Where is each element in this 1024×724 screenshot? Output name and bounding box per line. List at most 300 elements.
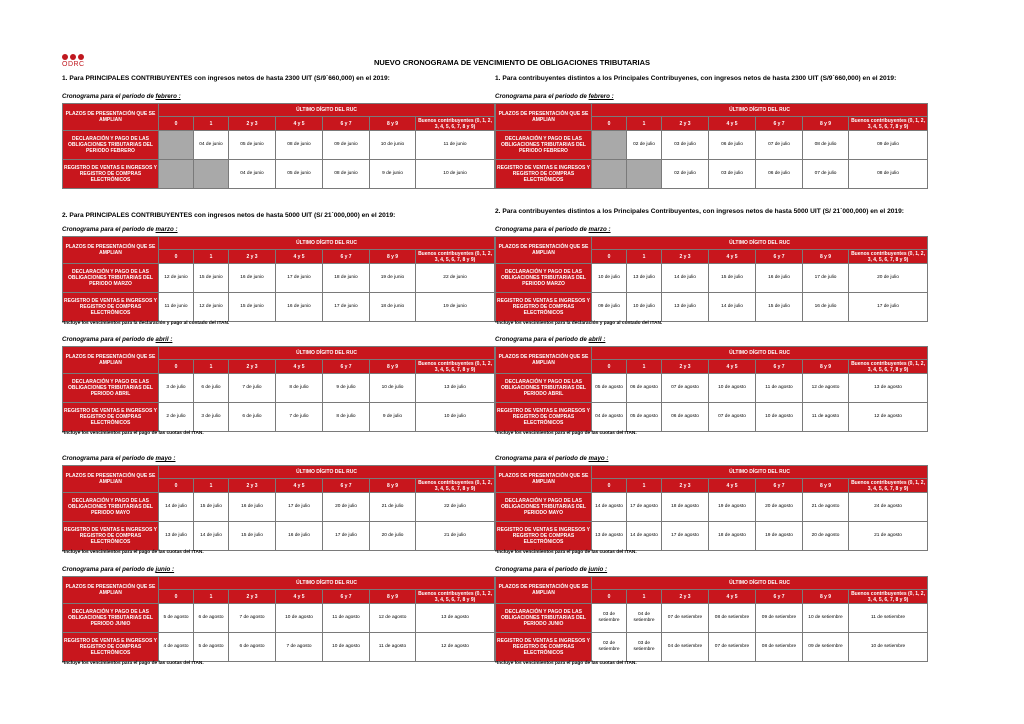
- cell-date: 21 de agosto: [849, 522, 928, 551]
- header-plazos: PLAZOS DE PRESENTACIÓN QUE SE AMPLIAN: [496, 577, 592, 604]
- cell-date: 03 de julio: [662, 131, 709, 160]
- schedule-table-abr-l: [62, 346, 495, 432]
- cell-date: 18 de agosto: [709, 522, 756, 551]
- cell-date: 11 de agosto: [370, 633, 416, 662]
- cell-date: 05 de agosto: [592, 374, 627, 403]
- header-col-6-7: 6 y 7: [323, 250, 370, 264]
- cell-date: 11 de agosto: [323, 604, 370, 633]
- row-label-declaracion: DECLARACIÓN Y PAGO DE LAS OBLIGACIONES TRIBUTARIAS DEL PERIODO FEBRERO: [496, 131, 592, 160]
- cell-date: 10 de agosto: [276, 604, 323, 633]
- row-label-registro: REGISTRO DE VENTAS E INGRESOS Y REGISTRO DE COMPRAS ELECTRÓNICOS: [496, 403, 592, 432]
- cell-date: 12 de agosto: [370, 604, 416, 633]
- cell-date: 2 de julio: [159, 403, 194, 432]
- row-label-declaracion: DECLARACIÓN Y PAGO DE LAS OBLIGACIONES TRIBUTARIAS DEL PERIODO MARZO: [496, 264, 592, 293]
- cell-date: 02 de julio: [662, 160, 709, 189]
- header-col-1: 1: [194, 250, 229, 264]
- cell-date: 19 de junio: [370, 264, 416, 293]
- cell-date: 16 de julio: [803, 293, 849, 322]
- cell-date: 10 de agosto: [709, 374, 756, 403]
- header-col-6-7: 6 y 7: [323, 360, 370, 374]
- table-note: *Incluye los vencimientos para la declaración y pago al contado del ITAN.: [62, 321, 230, 326]
- cell-date: 03 de julio: [709, 160, 756, 189]
- header-col-0: 0: [159, 117, 194, 131]
- header-col-4-5: 4 y 5: [709, 117, 756, 131]
- header-col-1: 1: [627, 360, 662, 374]
- header-col-2-3: 2 y 3: [229, 250, 276, 264]
- header-col-buenos: Buenos contribuyentes (0, 1, 2, 3, 4, 5, 6, 7, 8 y 9): [416, 479, 495, 493]
- header-col-4-5: 4 y 5: [709, 250, 756, 264]
- period-label: [62, 226, 178, 233]
- cell-date: 12 de junio: [159, 264, 194, 293]
- cell-date: 10 de junio: [416, 160, 495, 189]
- header-col-8-9: 8 y 9: [803, 590, 849, 604]
- row-label-declaracion: DECLARACIÓN Y PAGO DE LAS OBLIGACIONES TRIBUTARIAS DEL PERIODO ABRIL: [63, 374, 159, 403]
- cell-date: 03 de setiembre: [627, 633, 662, 662]
- cell-date: 7 de julio: [229, 374, 276, 403]
- cell-date: 09 de julio: [849, 131, 928, 160]
- cell-date: 17 de julio: [849, 293, 928, 322]
- cell-date: 09 de setiembre: [756, 604, 803, 633]
- header-ultimo-digito: ÚLTIMO DÍGITO DEL RUC: [159, 237, 495, 250]
- header-plazos: PLAZOS DE PRESENTACIÓN QUE SE AMPLIAN: [496, 237, 592, 264]
- header-col-4-5: 4 y 5: [709, 360, 756, 374]
- period-month: mayo :: [155, 455, 176, 462]
- table-note: *Incluye los vencimientos para el pago de las cuotas del ITAN.: [495, 550, 637, 555]
- cell-date: 13 de julio: [159, 522, 194, 551]
- row-label-registro: REGISTRO DE VENTAS E INGRESOS Y REGISTRO DE COMPRAS ELECTRÓNICOS: [63, 633, 159, 662]
- header-col-0: 0: [159, 590, 194, 604]
- cell-date: 16 de junio: [229, 264, 276, 293]
- cell-date: 7 de julio: [276, 403, 323, 432]
- header-col-2-3: 2 y 3: [662, 590, 709, 604]
- header-plazos: PLAZOS DE PRESENTACIÓN QUE SE AMPLIAN: [496, 104, 592, 131]
- schedule-table-feb-l: [62, 103, 495, 189]
- cell-date: 14 de julio: [662, 264, 709, 293]
- cell-date: 22 de junio: [416, 264, 495, 293]
- header-col-buenos: Buenos contribuyentes (0, 1, 2, 3, 4, 5, 6, 7, 8 y 9): [849, 117, 928, 131]
- cell-date: 12 de agosto: [416, 633, 495, 662]
- header-ultimo-digito: ÚLTIMO DÍGITO DEL RUC: [159, 577, 495, 590]
- header-plazos: PLAZOS DE PRESENTACIÓN QUE SE AMPLIAN: [63, 237, 159, 264]
- header-col-buenos: Buenos contribuyentes (0, 1, 2, 3, 4, 5, 6, 7, 8 y 9): [416, 590, 495, 604]
- header-col-0: 0: [592, 479, 627, 493]
- cell-date: 09 de julio: [592, 293, 627, 322]
- section-1-left-heading: 1. Para PRINCIPALES CONTRIBUYENTES con ingresos netos de hasta 2300 UIT (S/9´660,000) en el 2019:: [62, 75, 390, 82]
- schedule-table-mar-l: [62, 236, 495, 322]
- period-prefix: Cronograma para el periodo de: [495, 455, 587, 462]
- cell-date: 06 de julio: [756, 160, 803, 189]
- cell-date: 06 de julio: [709, 131, 756, 160]
- row-label-registro: REGISTRO DE VENTAS E INGRESOS Y REGISTRO DE COMPRAS ELECTRÓNICOS: [63, 403, 159, 432]
- header-col-8-9: 8 y 9: [370, 360, 416, 374]
- header-col-2-3: 2 y 3: [229, 479, 276, 493]
- header-col-2-3: 2 y 3: [662, 360, 709, 374]
- cell-date: 20 de julio: [323, 493, 370, 522]
- period-month: mayo :: [588, 455, 609, 462]
- cell-date: 07 de setiembre: [709, 633, 756, 662]
- cell-blank: [159, 131, 194, 160]
- row-label-declaracion: DECLARACIÓN Y PAGO DE LAS OBLIGACIONES TRIBUTARIAS DEL PERIODO MAYO: [496, 493, 592, 522]
- cell-date: 04 de setiembre: [662, 633, 709, 662]
- header-plazos: PLAZOS DE PRESENTACIÓN QUE SE AMPLIAN: [63, 347, 159, 374]
- cell-date: 09 de junio: [323, 131, 370, 160]
- cell-date: 15 de julio: [709, 264, 756, 293]
- cell-date: 17 de julio: [323, 522, 370, 551]
- cell-date: 14 de julio: [709, 293, 756, 322]
- cell-date: 4 de agosto: [159, 633, 194, 662]
- cell-date: 10 de agosto: [756, 403, 803, 432]
- header-ultimo-digito: ÚLTIMO DÍGITO DEL RUC: [159, 104, 495, 117]
- cell-date: 9 de julio: [370, 403, 416, 432]
- cell-date: 11 de agosto: [756, 374, 803, 403]
- row-label-declaracion: DECLARACIÓN Y PAGO DE LAS OBLIGACIONES TRIBUTARIAS DEL PERIODO MAYO: [63, 493, 159, 522]
- cell-date: 16 de julio: [229, 493, 276, 522]
- section-2-right-heading: 2. Para contribuyentes distintos a los Principales Contribuyentes, con ingresos netos de hasta 5000 UIT (S/ 21´000,000) en el 2019:: [495, 208, 904, 215]
- cell-date: 21 de julio: [370, 493, 416, 522]
- header-col-2-3: 2 y 3: [662, 117, 709, 131]
- header-col-4-5: 4 y 5: [276, 590, 323, 604]
- row-label-declaracion: DECLARACIÓN Y PAGO DE LAS OBLIGACIONES TRIBUTARIAS DEL PERIODO JUNIO: [496, 604, 592, 633]
- header-col-1: 1: [194, 360, 229, 374]
- cell-date: 11 de junio: [159, 293, 194, 322]
- cell-date: 17 de agosto: [627, 493, 662, 522]
- header-col-4-5: 4 y 5: [276, 479, 323, 493]
- cell-date: 5 de agosto: [159, 604, 194, 633]
- table-note: *Incluye los vencimientos para el pago de las cuotas del ITAN.: [62, 431, 204, 436]
- cell-date: 6 de agosto: [229, 633, 276, 662]
- schedule-table-may-r: [495, 465, 928, 551]
- cell-date: 10 de setiembre: [803, 604, 849, 633]
- cell-date: 8 de julio: [323, 403, 370, 432]
- cell-date: 10 de junio: [370, 131, 416, 160]
- section-1-right-heading: 1. Para contribuyentes distintos a los Principales Contribuyenes, con ingresos netos de hasta 2300 UIT (S/9´660,000) en el 2019:: [495, 75, 897, 82]
- row-label-registro: REGISTRO DE VENTAS E INGRESOS Y REGISTRO DE COMPRAS ELECTRÓNICOS: [496, 293, 592, 322]
- cell-date: 20 de julio: [849, 264, 928, 293]
- cell-date: 7 de agosto: [276, 633, 323, 662]
- header-col-8-9: 8 y 9: [370, 117, 416, 131]
- header-col-buenos: Buenos contribuyentes (0, 1, 2, 3, 4, 5, 6, 7, 8 y 9): [416, 360, 495, 374]
- header-col-8-9: 8 y 9: [370, 590, 416, 604]
- header-col-2-3: 2 y 3: [229, 590, 276, 604]
- header-col-1: 1: [627, 250, 662, 264]
- cell-date: 11 de agosto: [803, 403, 849, 432]
- cell-date: 21 de agosto: [803, 493, 849, 522]
- cell-date: 08 de setiembre: [709, 604, 756, 633]
- cell-date: 7 de agosto: [229, 604, 276, 633]
- header-col-6-7: 6 y 7: [756, 360, 803, 374]
- header-col-6-7: 6 y 7: [323, 117, 370, 131]
- cell-date: 16 de julio: [756, 264, 803, 293]
- header-col-buenos: Buenos contribuyentes (0, 1, 2, 3, 4, 5, 6, 7, 8 y 9): [416, 250, 495, 264]
- header-ultimo-digito: ÚLTIMO DÍGITO DEL RUC: [592, 104, 928, 117]
- header-col-0: 0: [159, 250, 194, 264]
- period-month: marzo :: [155, 226, 178, 233]
- cell-date: 08 de setiembre: [756, 633, 803, 662]
- cell-date: 17 de julio: [276, 493, 323, 522]
- cell-date: 19 de agosto: [709, 493, 756, 522]
- header-col-4-5: 4 y 5: [276, 117, 323, 131]
- cell-date: 15 de julio: [756, 293, 803, 322]
- schedule-table-jun-l: [62, 576, 495, 662]
- schedule-table-jun-r: [495, 576, 928, 662]
- table-note: *Incluye los vencimientos para el pago de las cuotas del ITAN.: [495, 661, 637, 666]
- period-month: febrero :: [155, 93, 181, 100]
- table-note: *Incluye los vencimientos para el pago de las cuotas del ITAN.: [62, 661, 204, 666]
- cell-date: 20 de agosto: [756, 493, 803, 522]
- cell-date: 5 de agosto: [194, 633, 229, 662]
- header-col-1: 1: [627, 590, 662, 604]
- cell-date: 22 de julio: [416, 493, 495, 522]
- header-col-1: 1: [194, 479, 229, 493]
- header-col-0: 0: [592, 117, 627, 131]
- cell-date: 8 de julio: [276, 374, 323, 403]
- cell-date: 14 de agosto: [592, 493, 627, 522]
- cell-date: 04 de agosto: [592, 403, 627, 432]
- cell-date: 03 de setiembre: [592, 604, 627, 633]
- header-col-4-5: 4 y 5: [276, 250, 323, 264]
- period-month: junio :: [155, 566, 175, 573]
- cell-date: 13 de julio: [416, 374, 495, 403]
- cell-date: 04 de junio: [194, 131, 229, 160]
- period-prefix: Cronograma para el periodo de: [495, 336, 587, 343]
- header-ultimo-digito: ÚLTIMO DÍGITO DEL RUC: [592, 347, 928, 360]
- cell-date: 3 de julio: [159, 374, 194, 403]
- cell-date: 12 de agosto: [803, 374, 849, 403]
- period-month: marzo :: [588, 226, 611, 233]
- header-plazos: PLAZOS DE PRESENTACIÓN QUE SE AMPLIAN: [63, 577, 159, 604]
- header-col-6-7: 6 y 7: [323, 479, 370, 493]
- cell-date: 15 de julio: [229, 522, 276, 551]
- header-col-2-3: 2 y 3: [662, 250, 709, 264]
- header-col-2-3: 2 y 3: [229, 117, 276, 131]
- cell-date: 06 de agosto: [662, 403, 709, 432]
- cell-date: 17 de julio: [803, 264, 849, 293]
- period-month: junio :: [588, 566, 608, 573]
- header-col-8-9: 8 y 9: [370, 250, 416, 264]
- cell-date: 10 de setiembre: [849, 633, 928, 662]
- cell-date: 3 de julio: [194, 403, 229, 432]
- cell-date: 04 de junio: [229, 160, 276, 189]
- header-ultimo-digito: ÚLTIMO DÍGITO DEL RUC: [159, 347, 495, 360]
- cell-date: 19 de agosto: [756, 522, 803, 551]
- cell-date: 13 de agosto: [592, 522, 627, 551]
- cell-date: 6 de julio: [229, 403, 276, 432]
- cell-date: 10 de julio: [627, 293, 662, 322]
- cell-date: 10 de agosto: [323, 633, 370, 662]
- cell-date: 05 de junio: [229, 131, 276, 160]
- row-label-declaracion: DECLARACIÓN Y PAGO DE LAS OBLIGACIONES TRIBUTARIAS DEL PERIODO FEBRERO: [63, 131, 159, 160]
- header-col-buenos: Buenos contribuyentes (0, 1, 2, 3, 4, 5, 6, 7, 8 y 9): [849, 250, 928, 264]
- cell-date: 05 de junio: [276, 160, 323, 189]
- period-label: [62, 336, 172, 343]
- cell-date: 07 de setiembre: [662, 604, 709, 633]
- table-note: *Incluye los vencimientos para el pago de las cuotas del ITAN.: [495, 431, 637, 436]
- cell-date: 9 de julio: [323, 374, 370, 403]
- cell-date: 17 de junio: [323, 293, 370, 322]
- cell-date: 13 de julio: [662, 293, 709, 322]
- schedule-table-mar-r: [495, 236, 928, 322]
- row-label-declaracion: DECLARACIÓN Y PAGO DE LAS OBLIGACIONES TRIBUTARIAS DEL PERIODO ABRIL: [496, 374, 592, 403]
- header-col-0: 0: [159, 360, 194, 374]
- cell-date: 10 de julio: [370, 374, 416, 403]
- cell-date: 15 de julio: [194, 493, 229, 522]
- header-col-4-5: 4 y 5: [709, 590, 756, 604]
- header-col-8-9: 8 y 9: [803, 479, 849, 493]
- header-ultimo-digito: ÚLTIMO DÍGITO DEL RUC: [592, 466, 928, 479]
- header-col-buenos: Buenos contribuyentes (0, 1, 2, 3, 4, 5, 6, 7, 8 y 9): [416, 117, 495, 131]
- header-ultimo-digito: ÚLTIMO DÍGITO DEL RUC: [159, 466, 495, 479]
- header-col-2-3: 2 y 3: [229, 360, 276, 374]
- row-label-declaracion: DECLARACIÓN Y PAGO DE LAS OBLIGACIONES TRIBUTARIAS DEL PERIODO MARZO: [63, 264, 159, 293]
- header-ultimo-digito: ÚLTIMO DÍGITO DEL RUC: [592, 577, 928, 590]
- cell-date: 24 de agosto: [849, 493, 928, 522]
- cell-date: 02 de julio: [627, 131, 662, 160]
- period-label: [62, 566, 174, 573]
- header-plazos: PLAZOS DE PRESENTACIÓN QUE SE AMPLIAN: [496, 466, 592, 493]
- row-label-registro: REGISTRO DE VENTAS E INGRESOS Y REGISTRO DE COMPRAS ELECTRÓNICOS: [496, 160, 592, 189]
- header-plazos: PLAZOS DE PRESENTACIÓN QUE SE AMPLIAN: [63, 104, 159, 131]
- cell-date: 21 de julio: [416, 522, 495, 551]
- row-label-declaracion: DECLARACIÓN Y PAGO DE LAS OBLIGACIONES TRIBUTARIAS DEL PERIODO JUNIO: [63, 604, 159, 633]
- cell-date: 10 de julio: [416, 403, 495, 432]
- cell-date: 08 de julio: [803, 131, 849, 160]
- period-month: abril :: [155, 336, 173, 343]
- row-label-registro: REGISTRO DE VENTAS E INGRESOS Y REGISTRO DE COMPRAS ELECTRÓNICOS: [496, 522, 592, 551]
- cell-date: 20 de agosto: [803, 522, 849, 551]
- cell-blank: [194, 160, 229, 189]
- cell-date: 05 de agosto: [627, 403, 662, 432]
- cell-date: 15 de junio: [194, 264, 229, 293]
- cell-date: 13 de agosto: [849, 374, 928, 403]
- cell-date: 18 de junio: [370, 293, 416, 322]
- cell-date: 16 de junio: [276, 293, 323, 322]
- cell-date: 14 de agosto: [627, 522, 662, 551]
- cell-blank: [592, 160, 627, 189]
- header-col-4-5: 4 y 5: [709, 479, 756, 493]
- header-col-0: 0: [592, 360, 627, 374]
- header-col-1: 1: [627, 479, 662, 493]
- header-col-6-7: 6 y 7: [756, 250, 803, 264]
- cell-date: 6 de julio: [194, 374, 229, 403]
- header-col-6-7: 6 y 7: [756, 590, 803, 604]
- row-label-registro: REGISTRO DE VENTAS E INGRESOS Y REGISTRO DE COMPRAS ELECTRÓNICOS: [63, 522, 159, 551]
- cell-date: 07 de agosto: [662, 374, 709, 403]
- header-col-8-9: 8 y 9: [803, 250, 849, 264]
- header-col-buenos: Buenos contribuyentes (0, 1, 2, 3, 4, 5, 6, 7, 8 y 9): [849, 590, 928, 604]
- header-col-6-7: 6 y 7: [756, 117, 803, 131]
- cell-date: 17 de junio: [276, 264, 323, 293]
- cell-date: 04 de setiembre: [627, 604, 662, 633]
- row-label-registro: REGISTRO DE VENTAS E INGRESOS Y REGISTRO DE COMPRAS ELECTRÓNICOS: [63, 160, 159, 189]
- period-prefix: Cronograma para el periodo de: [62, 455, 154, 462]
- period-prefix: Cronograma para el periodo de: [62, 226, 154, 233]
- header-ultimo-digito: ÚLTIMO DÍGITO DEL RUC: [592, 237, 928, 250]
- cell-date: 20 de julio: [370, 522, 416, 551]
- section-2-left-heading: 2. Para PRINCIPALES CONTRIBUYENTES con ingresos netos de hasta 5000 UIT (S/ 21´000,000) en el 2019:: [62, 212, 396, 219]
- cell-date: 9 de junio: [370, 160, 416, 189]
- period-label: [495, 455, 609, 462]
- cell-date: 12 de agosto: [849, 403, 928, 432]
- header-col-0: 0: [159, 479, 194, 493]
- period-prefix: Cronograma para el periodo de: [62, 93, 154, 100]
- header-col-4-5: 4 y 5: [276, 360, 323, 374]
- period-label: [495, 336, 605, 343]
- cell-date: 14 de julio: [159, 493, 194, 522]
- period-month: febrero :: [588, 93, 614, 100]
- cell-date: 07 de julio: [756, 131, 803, 160]
- cell-date: 07 de julio: [803, 160, 849, 189]
- period-label: [62, 455, 176, 462]
- cell-date: 18 de junio: [323, 264, 370, 293]
- row-label-registro: REGISTRO DE VENTAS E INGRESOS Y REGISTRO DE COMPRAS ELECTRÓNICOS: [496, 633, 592, 662]
- cell-blank: [627, 160, 662, 189]
- cell-date: 08 de junio: [323, 160, 370, 189]
- header-col-8-9: 8 y 9: [370, 479, 416, 493]
- header-col-6-7: 6 y 7: [756, 479, 803, 493]
- cell-date: 11 de junio: [416, 131, 495, 160]
- header-plazos: PLAZOS DE PRESENTACIÓN QUE SE AMPLIAN: [63, 466, 159, 493]
- cell-date: 11 de setiembre: [849, 604, 928, 633]
- period-label: [495, 93, 614, 100]
- cell-date: 6 de agosto: [194, 604, 229, 633]
- header-col-buenos: Buenos contribuyentes (0, 1, 2, 3, 4, 5, 6, 7, 8 y 9): [849, 360, 928, 374]
- cell-date: 13 de julio: [627, 264, 662, 293]
- header-col-buenos: Buenos contribuyentes (0, 1, 2, 3, 4, 5, 6, 7, 8 y 9): [849, 479, 928, 493]
- header-plazos: PLAZOS DE PRESENTACIÓN QUE SE AMPLIAN: [496, 347, 592, 374]
- cell-date: 09 de setiembre: [803, 633, 849, 662]
- header-col-8-9: 8 y 9: [803, 360, 849, 374]
- cell-date: 08 de julio: [849, 160, 928, 189]
- cell-date: 16 de julio: [276, 522, 323, 551]
- cell-date: 06 de agosto: [627, 374, 662, 403]
- schedule-table-abr-r: [495, 346, 928, 432]
- period-label: [62, 93, 181, 100]
- cell-date: 02 de setiembre: [592, 633, 627, 662]
- header-col-0: 0: [592, 590, 627, 604]
- header-col-2-3: 2 y 3: [662, 479, 709, 493]
- table-note: *Incluye los vencimientos para la declaración y pago al contado del ITAN.: [495, 321, 663, 326]
- schedule-table-may-l: [62, 465, 495, 551]
- cell-date: 07 de agosto: [709, 403, 756, 432]
- period-month: abril :: [588, 336, 606, 343]
- cell-date: 18 de agosto: [662, 493, 709, 522]
- header-col-1: 1: [194, 590, 229, 604]
- period-prefix: Cronograma para el periodo de: [495, 226, 587, 233]
- cell-date: 14 de julio: [194, 522, 229, 551]
- logo-text: ODRC: [62, 61, 85, 68]
- period-prefix: Cronograma para el periodo de: [62, 336, 154, 343]
- row-label-registro: REGISTRO DE VENTAS E INGRESOS Y REGISTRO DE COMPRAS ELECTRÓNICOS: [63, 293, 159, 322]
- table-note: *Incluye los vencimientos para el pago de las cuotas del ITAN.: [62, 550, 204, 555]
- document-title: NUEVO CRONOGRAMA DE VENCIMIENTO DE OBLIGACIONES TRIBUTARIAS: [373, 58, 651, 67]
- header-col-8-9: 8 y 9: [803, 117, 849, 131]
- schedule-table-feb-r: [495, 103, 928, 189]
- cell-blank: [159, 160, 194, 189]
- cell-blank: [592, 131, 627, 160]
- cell-date: 12 de junio: [194, 293, 229, 322]
- header-col-1: 1: [194, 117, 229, 131]
- cell-date: 13 de agosto: [416, 604, 495, 633]
- period-label: [495, 566, 607, 573]
- cell-date: 19 de junio: [416, 293, 495, 322]
- cell-date: 17 de agosto: [662, 522, 709, 551]
- header-col-6-7: 6 y 7: [323, 590, 370, 604]
- header-col-0: 0: [592, 250, 627, 264]
- cell-date: 15 de junio: [229, 293, 276, 322]
- cell-date: 10 de julio: [592, 264, 627, 293]
- period-prefix: Cronograma para el periodo de: [62, 566, 154, 573]
- cell-date: 08 de junio: [276, 131, 323, 160]
